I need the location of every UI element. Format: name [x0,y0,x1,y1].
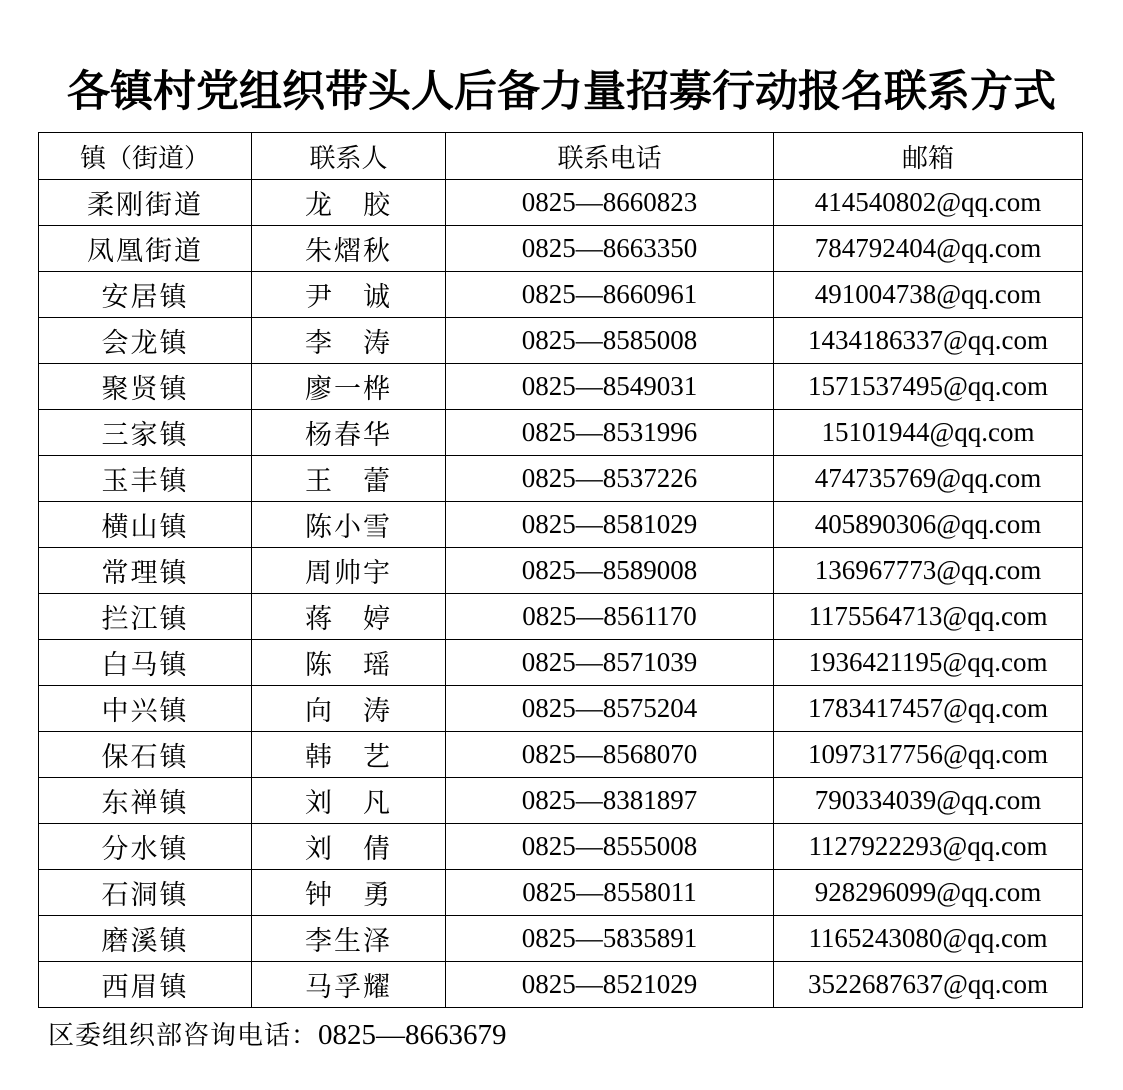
table-header-row [39,133,1083,180]
cell-contact: 李 涛 [252,318,446,364]
cell-contact: 刘 凡 [252,778,446,824]
header-town: 镇（街道） [39,133,252,180]
table-row [39,640,1083,686]
cell-email: 790334039@qq.com [774,778,1083,824]
cell-contact: 马孚耀 [252,962,446,1008]
cell-contact: 陈 瑶 [252,640,446,686]
table-row [39,502,1083,548]
cell-phone: 0825—8561170 [446,594,774,640]
cell-town: 凤凰街道 [39,226,252,272]
table-row [39,548,1083,594]
cell-email: 414540802@qq.com [774,180,1083,226]
cell-contact: 向 涛 [252,686,446,732]
cell-email: 3522687637@qq.com [774,962,1083,1008]
cell-contact: 朱熠秋 [252,226,446,272]
cell-email: 1165243080@qq.com [774,916,1083,962]
cell-town: 石洞镇 [39,870,252,916]
table-row [39,916,1083,962]
cell-phone: 0825—8381897 [446,778,774,824]
cell-town: 聚贤镇 [39,364,252,410]
table-row [39,180,1083,226]
cell-email: 1571537495@qq.com [774,364,1083,410]
cell-town: 分水镇 [39,824,252,870]
cell-phone: 0825—8660961 [446,272,774,318]
cell-phone: 0825—5835891 [446,916,774,962]
cell-town: 三家镇 [39,410,252,456]
header-phone: 联系电话 [446,133,774,180]
table-row [39,732,1083,778]
cell-contact: 钟 勇 [252,870,446,916]
cell-contact: 杨春华 [252,410,446,456]
cell-phone: 0825—8531996 [446,410,774,456]
table-row [39,318,1083,364]
cell-email: 1434186337@qq.com [774,318,1083,364]
cell-email: 491004738@qq.com [774,272,1083,318]
cell-contact: 廖一桦 [252,364,446,410]
footer-label: 区委组织部咨询电话： [48,1021,319,1051]
cell-email: 1175564713@qq.com [774,594,1083,640]
page-title: 各镇村党组织带头人后备力量招募行动报名联系方式 [67,67,1056,117]
cell-town: 安居镇 [39,272,252,318]
header-contact: 联系人 [252,133,446,180]
cell-email: 1783417457@qq.com [774,686,1083,732]
contact-table [38,132,1083,1008]
cell-phone: 0825—8568070 [446,732,774,778]
cell-contact: 韩 艺 [252,732,446,778]
cell-contact: 龙 胶 [252,180,446,226]
table-row [39,364,1083,410]
cell-phone: 0825—8571039 [446,640,774,686]
table-row [39,824,1083,870]
cell-email: 405890306@qq.com [774,502,1083,548]
cell-town: 保石镇 [39,732,252,778]
cell-phone: 0825—8581029 [446,502,774,548]
cell-email: 1127922293@qq.com [774,824,1083,870]
footer-consult-phone [48,1016,507,1055]
cell-contact: 蒋 婷 [252,594,446,640]
table-body [39,180,1083,1008]
cell-email: 1936421195@qq.com [774,640,1083,686]
cell-town: 会龙镇 [39,318,252,364]
cell-phone: 0825—8549031 [446,364,774,410]
cell-phone: 0825—8660823 [446,180,774,226]
cell-phone: 0825—8575204 [446,686,774,732]
cell-email: 15101944@qq.com [774,410,1083,456]
cell-contact: 周帅宇 [252,548,446,594]
cell-phone: 0825—8537226 [446,456,774,502]
cell-town: 柔刚街道 [39,180,252,226]
cell-contact: 陈小雪 [252,502,446,548]
footer-phone: 0825—8663679 [318,1019,507,1051]
cell-town: 东禅镇 [39,778,252,824]
table-row [39,686,1083,732]
cell-contact: 王 蕾 [252,456,446,502]
cell-town: 西眉镇 [39,962,252,1008]
cell-phone: 0825—8558011 [446,870,774,916]
header-email: 邮箱 [774,133,1083,180]
table-row [39,594,1083,640]
cell-phone: 0825—8663350 [446,226,774,272]
table-row [39,410,1083,456]
cell-phone: 0825—8555008 [446,824,774,870]
cell-phone: 0825—8585008 [446,318,774,364]
cell-email: 474735769@qq.com [774,456,1083,502]
cell-contact: 刘 倩 [252,824,446,870]
cell-email: 928296099@qq.com [774,870,1083,916]
cell-phone: 0825—8589008 [446,548,774,594]
cell-email: 136967773@qq.com [774,548,1083,594]
table-row [39,778,1083,824]
table-row [39,272,1083,318]
cell-email: 784792404@qq.com [774,226,1083,272]
table-row [39,456,1083,502]
cell-town: 中兴镇 [39,686,252,732]
cell-contact: 李生泽 [252,916,446,962]
cell-contact: 尹 诚 [252,272,446,318]
cell-email: 1097317756@qq.com [774,732,1083,778]
cell-town: 玉丰镇 [39,456,252,502]
table-row [39,226,1083,272]
cell-phone: 0825—8521029 [446,962,774,1008]
cell-town: 磨溪镇 [39,916,252,962]
table-row [39,962,1083,1008]
cell-town: 白马镇 [39,640,252,686]
cell-town: 横山镇 [39,502,252,548]
table-row [39,870,1083,916]
cell-town: 常理镇 [39,548,252,594]
cell-town: 拦江镇 [39,594,252,640]
